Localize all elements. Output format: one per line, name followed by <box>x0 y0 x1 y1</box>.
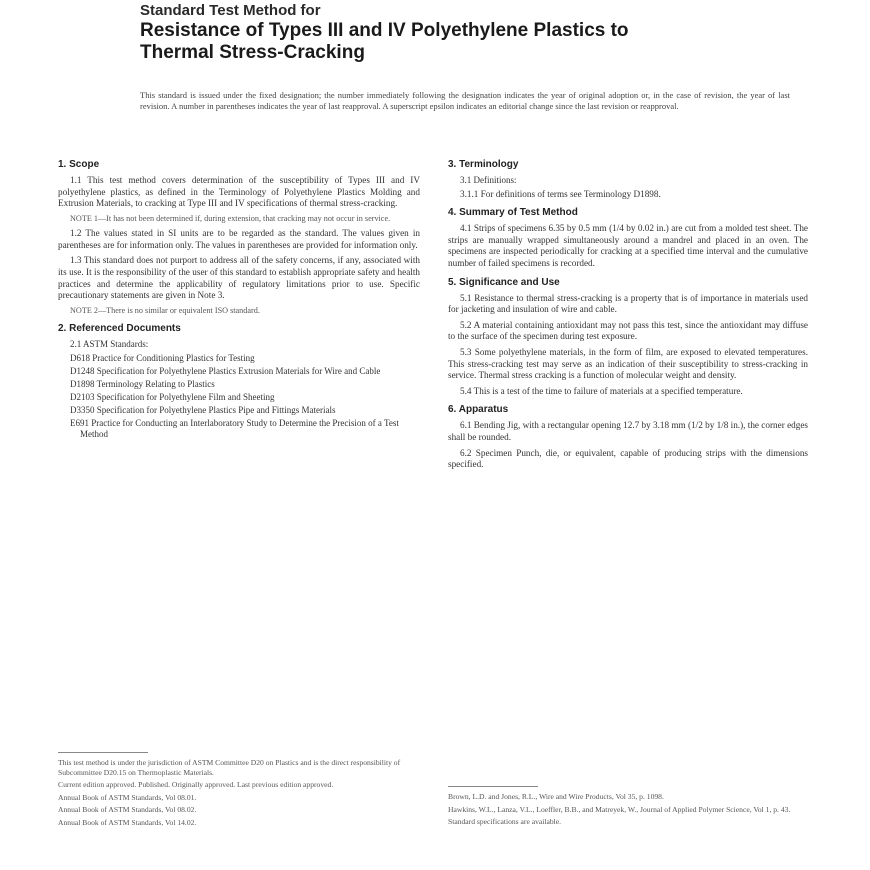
significance-paragraph-2: 5.2 A material containing antioxidant may not pass this test, since the antioxidant may diffuse to the surface of the specimen during test exposure. <box>448 319 808 342</box>
footnote: Standard specifications are available. <box>448 817 562 827</box>
reference-item: D618 Practice for Conditioning Plastics for Testing <box>70 352 255 363</box>
scope-note-2: NOTE 2—There is no similar or equivalent ISO standard. <box>70 305 260 315</box>
footnote: Brown, L.D. and Jones, R.L., Wire and Wire Products, Vol 35, p. 1098. <box>448 792 664 801</box>
document-header <box>140 2 800 64</box>
right-footnotes <box>448 786 808 830</box>
footnote: Hawkins, W.L., Lanza, V.L., Loeffler, B.B., and Matreyek, W., Journal of Applied Polymer Science, Vol 1, p. 43. <box>448 804 791 814</box>
summary-paragraph: 4.1 Strips of specimens 6.35 by 0.5 mm (1/4 by 0.02 in.) are cut from a molded test sheet. The strips are manually wrapped simultaneously around a mandrel and placed in an oven. The specimens are inspected periodically for cracking at a specified time interval and the cumulative number of failed specimens is recorded. <box>448 223 808 268</box>
terminology-heading: 3. Terminology <box>448 159 519 170</box>
reference-item: E691 Practice for Conducting an Interlaboratory Study to Determine the Precision of a Test Method <box>70 417 399 439</box>
scope-paragraph-1: 1.1 This test method covers determination of the susceptibility of Types III and IV polyethylene plastics, as defined in the Terminology of Polyethylene Plastics Molding and Extrusion Materials, to cracking at Type III and IV specifications of thermal stress-cracking. <box>58 175 420 209</box>
reference-item: D1248 Specification for Polyethylene Plastics Extrusion Materials for Wire and Cable <box>70 365 381 376</box>
standard-designation-line: Standard Test Method for <box>140 2 321 19</box>
right-column <box>448 152 808 475</box>
reference-item: D3350 Specification for Polyethylene Plastics Pipe and Fittings Materials <box>70 404 336 415</box>
reference-list <box>70 353 420 440</box>
apparatus-paragraph-1: 6.1 Bending Jig, with a rectangular opening 12.7 by 3.18 mm (1/2 by 1/8 in.), the corner edges shall be rounded. <box>448 420 808 442</box>
referenced-documents-heading: 2. Referenced Documents <box>58 323 181 335</box>
astm-standards-subheading: 2.1 ASTM Standards: <box>70 339 149 350</box>
apparatus-paragraph-2: 6.2 Specimen Punch, die, or equivalent, capable of producing strips with the dimensions specified. <box>448 447 808 470</box>
issuance-notice: This standard is issued under the fixed designation; the number immediately following the designation indicates the year of original adoption or, in the case of revision, the year of last revision. A number in parentheses indicates the year of last reapproval. A superscript epsilon indicates an editorial change since the last revision or reapproval. <box>140 90 790 111</box>
significance-paragraph-4: 5.4 This is a test of the time to failure of materials at a specified temperature. <box>460 385 743 396</box>
definitions-subheading: 3.1 Definitions: <box>460 175 517 185</box>
footnote: Annual Book of ASTM Standards, Vol 08.01. <box>58 792 197 802</box>
left-footnotes <box>58 752 420 831</box>
terminology-paragraph: 3.1.1 For definitions of terms see Terminology D1898. <box>460 188 661 199</box>
footnote: Current edition approved. Published. Originally approved. Last previous edition approved. <box>58 780 334 790</box>
scope-paragraph-2: 1.2 The values stated in SI units are to be regarded as the standard. The values given in parentheses are for information only. The values in parentheses are provided for information only. <box>58 228 420 250</box>
significance-paragraph-3: 5.3 Some polyethylene materials, in the form of film, are exposed to elevated temperatures. This stress-cracking test may serve as an indication of their susceptibility to stress-cracking in service. Thermal stress cracking is a function of molecular weight and density. <box>448 346 808 381</box>
scope-note-1: NOTE 1—It has not been determined if, during extension, that cracking may not occur in service. <box>70 213 391 223</box>
scope-heading: 1. Scope <box>58 159 100 170</box>
footnote: This test method is under the jurisdiction of ASTM Committee D20 on Plastics and is the direct responsibility of Subcommittee D20.15 on Thermoplastic Materials. <box>58 758 401 777</box>
scope-paragraph-3: 1.3 This standard does not purport to address all of the safety concerns, if any, associated with its use. It is the responsibility of the user of this standard to establish appropriate safety and health practices and determine the applicability of regulatory limitations prior to use. Specific precautionary statements are given in Note 3. <box>58 255 420 301</box>
footnote: Annual Book of ASTM Standards, Vol 14.02. <box>58 817 197 827</box>
summary-heading: 4. Summary of Test Method <box>448 207 578 219</box>
significance-paragraph-1: 5.1 Resistance to thermal stress-cracking is a property that is of importance in materials used for jacketing and insulation of wire and cable. <box>448 292 808 315</box>
document-title-line-1: Resistance of Types III and IV Polyethylene Plastics to <box>140 20 629 41</box>
significance-heading: 5. Significance and Use <box>448 276 560 288</box>
footnote-divider <box>448 786 538 787</box>
document-title-line-2: Thermal Stress-Cracking <box>140 42 365 63</box>
footnote: Annual Book of ASTM Standards, Vol 08.02. <box>58 805 197 815</box>
reference-item: D1898 Terminology Relating to Plastics <box>70 378 215 389</box>
left-column <box>58 152 420 442</box>
apparatus-heading: 6. Apparatus <box>448 404 509 416</box>
reference-item: D2103 Specification for Polyethylene Film and Sheeting <box>70 391 275 402</box>
footnote-divider <box>58 752 148 753</box>
